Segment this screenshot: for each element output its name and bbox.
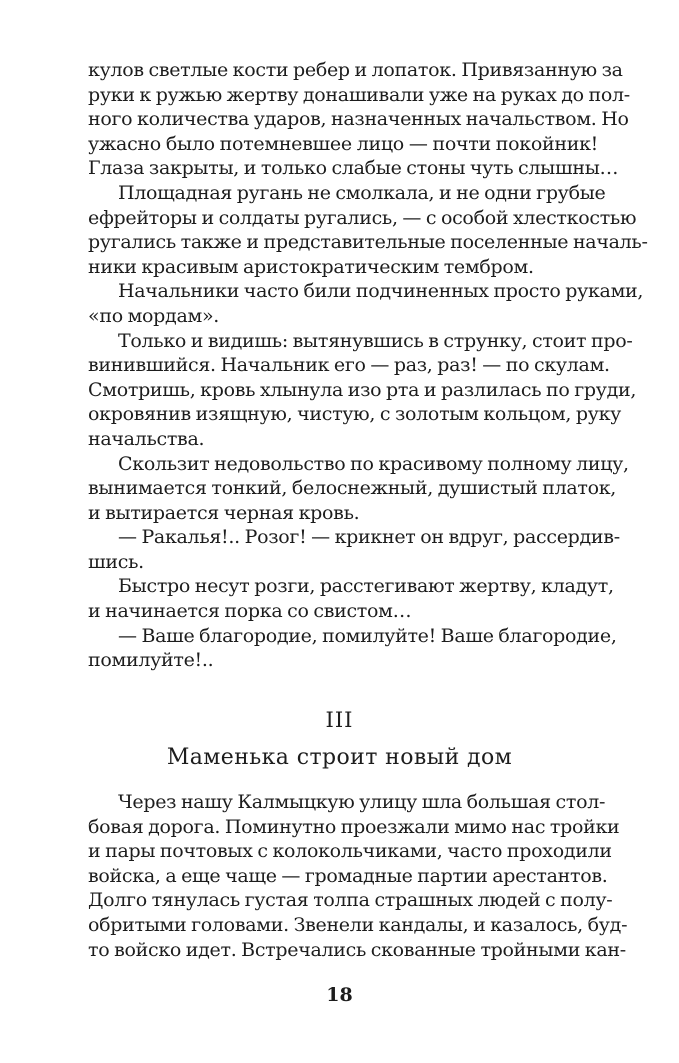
- text-line: ного количества ударов, назначенных начальством. Но: [88, 108, 629, 131]
- text-line: ефрейторы и солдаты ругались, — с особой хлесткостью: [88, 206, 637, 229]
- text-line: и начинается порка со свистом…: [88, 600, 412, 623]
- text-line: бовая дорога. Поминутно проезжали мимо нас тройки: [88, 815, 620, 838]
- chapter-title: Маменька строит новый дом: [166, 745, 513, 770]
- chapter-number: III: [325, 708, 354, 732]
- text-line: Начальники часто били подчиненных просто руками,: [118, 280, 644, 303]
- text-block-top: [88, 58, 648, 673]
- text-line: — Ваше благородие, помилуйте! Ваше благородие,: [118, 624, 617, 647]
- text-line: и пары почтовых с колокольчиками, часто проходили: [88, 840, 612, 863]
- text-line: Скользит недовольство по красивому полному лицу,: [118, 452, 629, 475]
- text-line: начальства.: [88, 427, 205, 450]
- text-line: руки к ружью жертву донашивали уже на руках до пол-: [88, 83, 630, 106]
- text-line: шись.: [88, 550, 144, 573]
- text-line: окровянив изящную, чистую, с золотым кольцом, руку: [88, 403, 622, 426]
- text-line: ники красивым аристократическим тембром.: [88, 255, 534, 278]
- text-line: Смотришь, кровь хлынула изо рта и разлилась по груди,: [88, 378, 637, 401]
- text-line: ужасно было потемневшее лицо — почти покойник!: [88, 132, 598, 155]
- text-line: и вытирается черная кровь.: [88, 501, 360, 524]
- text-line: вынимается тонкий, белоснежный, душистый платок,: [88, 477, 617, 500]
- text-line: Через нашу Калмыцкую улицу шла большая стол-: [118, 791, 606, 813]
- text-line: «по мордам».: [88, 304, 220, 327]
- page-number: 18: [326, 984, 353, 1006]
- text-line: то войско идет. Встречались скованные тройными кан-: [88, 938, 626, 961]
- text-block-bottom: [88, 790, 628, 962]
- text-line: обритыми головами. Звенели кандалы, и казалось, буд-: [88, 913, 628, 936]
- text-line: Долго тянулась густая толпа страшных людей с полу-: [88, 889, 613, 912]
- text-line: ругались также и представительные поселенные началь-: [88, 231, 648, 254]
- text-line: — Ракалья!.. Розог! — крикнет он вдруг, рассердив-: [118, 526, 620, 549]
- text-line: помилуйте!..: [88, 649, 214, 672]
- text-line: Только и видишь: вытянувшись в струнку, стоит про-: [118, 329, 633, 352]
- text-line: войска, а еще чаще — громадные партии арестантов.: [88, 864, 608, 887]
- text-line: винившийся. Начальник его — раз, раз! — по скулам.: [88, 354, 610, 377]
- text-line: Глаза закрыты, и только слабые стоны чуть слышны…: [88, 157, 619, 180]
- text-line: Быстро несут розги, расстегивают жертву, кладут,: [118, 575, 614, 598]
- text-line: кулов светлые кости ребер и лопаток. Привязанную за: [88, 59, 623, 81]
- text-line: Площадная ругань не смолкала, и не одни грубые: [118, 181, 606, 204]
